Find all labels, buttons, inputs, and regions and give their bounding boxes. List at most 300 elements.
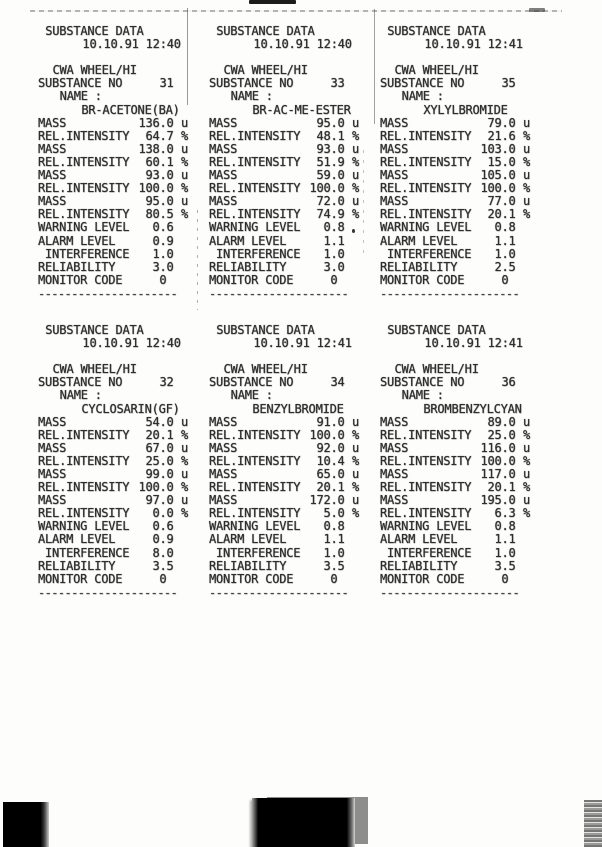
warning-level-value: 0.6 — [152, 519, 174, 534]
mass-unit: u — [522, 141, 530, 156]
mass-value: 105.0 — [480, 168, 516, 183]
unit-spacer — [174, 376, 188, 389]
intensity-unit: % — [351, 128, 359, 143]
mass-unit: u — [180, 168, 188, 183]
alarm-level-label: ALARM LEVEL — [380, 532, 458, 547]
unit-spacer — [345, 547, 359, 560]
scan-artifact-strip-edge — [187, 8, 188, 105]
unit-spacer — [345, 533, 359, 546]
mass-value: 97.0 — [145, 493, 174, 508]
reliability-row — [38, 560, 188, 573]
intensity-unit: % — [180, 181, 188, 196]
mass-row — [38, 117, 188, 130]
scan-artifact-strip-edge — [363, 150, 364, 260]
scan-artifact-strip-edge — [197, 210, 198, 310]
warning-level-label: WARNING LEVEL — [380, 519, 472, 534]
interference-value: 1.0 — [323, 545, 345, 560]
unit-spacer — [174, 274, 188, 287]
record-datetime: 10.10.91 12:40 — [253, 37, 352, 52]
intensity-label: REL.INTENSITY — [209, 128, 301, 143]
unit-spacer — [516, 547, 530, 560]
substance-name: BR-ACETONE(BA) — [81, 102, 180, 117]
record-title: SUBSTANCE DATA — [387, 24, 486, 38]
mass-label: MASS — [380, 493, 409, 508]
intensity-value: 6.3 — [494, 506, 516, 521]
intensity-row — [209, 130, 359, 143]
scan-artifact-corner-mark — [529, 8, 545, 12]
mass-label: MASS — [209, 467, 238, 481]
mass-value: 72.0 — [316, 194, 345, 209]
mass-unit: u — [180, 440, 188, 455]
intensity-label: REL.INTENSITY — [38, 181, 130, 196]
intensity-unit: % — [522, 154, 530, 169]
substance-name: BR-AC-ME-ESTER — [252, 102, 351, 117]
unit-spacer — [516, 248, 530, 261]
mass-row — [38, 442, 188, 455]
unit-spacer — [174, 533, 188, 546]
monitor-code-value: 0 — [501, 272, 509, 287]
intensity-value: 20.1 — [487, 207, 516, 222]
intensity-label: REL.INTENSITY — [380, 427, 472, 442]
intensity-unit: % — [522, 181, 530, 196]
unit-spacer — [345, 560, 359, 573]
unit-spacer — [174, 573, 188, 586]
intensity-value: 15.0 — [487, 154, 516, 169]
intensity-unit: % — [180, 154, 188, 169]
intensity-label: REL.INTENSITY — [380, 128, 472, 143]
intensity-label: REL.INTENSITY — [209, 181, 301, 196]
unit-spacer — [345, 520, 359, 533]
intensity-unit: % — [180, 453, 188, 468]
mass-label: MASS — [38, 194, 67, 209]
mass-value: 172.0 — [309, 493, 345, 508]
name-label: NAME : — [230, 89, 273, 104]
mass-row — [380, 416, 530, 429]
substance-no-value: 33 — [330, 76, 345, 91]
intensity-value: 5.0 — [323, 506, 345, 521]
mass-label: MASS — [38, 168, 67, 183]
intensity-row — [38, 130, 188, 143]
monitor-code-label: MONITOR CODE — [209, 571, 294, 586]
intensity-unit: % — [351, 427, 359, 442]
mass-label: MASS — [380, 414, 409, 429]
mass-value: 138.0 — [138, 141, 174, 156]
record-title: SUBSTANCE DATA — [216, 322, 315, 337]
mass-label: MASS — [38, 414, 67, 429]
name-label: NAME : — [59, 89, 102, 104]
warning-level-label: WARNING LEVEL — [209, 519, 301, 534]
interference-row — [38, 547, 188, 560]
interference-value: 1.0 — [494, 545, 516, 560]
mass-unit: u — [522, 493, 530, 508]
record-datetime: 10.10.91 12:41 — [253, 336, 352, 351]
intensity-row — [380, 429, 530, 442]
alarm-level-row — [380, 533, 530, 546]
interference-label: INTERFERENCE — [380, 545, 472, 560]
intensity-label: REL.INTENSITY — [38, 154, 130, 169]
record-separator: --------------------- — [209, 286, 349, 301]
wheel-mode: CWA WHEEL/HI — [223, 362, 308, 377]
intensity-label: REL.INTENSITY — [209, 154, 301, 169]
reliability-row — [38, 261, 188, 274]
unit-spacer — [345, 235, 359, 248]
alarm-level-value: 0.9 — [152, 233, 174, 248]
substance-record — [209, 25, 359, 301]
unit-spacer — [516, 261, 530, 274]
mass-row — [209, 117, 359, 130]
intensity-value: 20.1 — [316, 480, 345, 495]
wheel-mode: CWA WHEEL/HI — [52, 63, 137, 78]
unit-spacer — [174, 235, 188, 248]
warning-level-value: 0.6 — [152, 220, 174, 235]
alarm-level-value: 1.1 — [494, 532, 516, 547]
unit-spacer — [345, 261, 359, 274]
interference-row — [380, 248, 530, 261]
interference-label: INTERFERENCE — [209, 545, 301, 560]
monitor-code-row — [209, 573, 359, 586]
intensity-unit: % — [522, 453, 530, 468]
intensity-unit: % — [351, 480, 359, 495]
mass-label: MASS — [209, 493, 238, 508]
monitor-code-label: MONITOR CODE — [38, 571, 123, 586]
wheel-mode: CWA WHEEL/HI — [223, 63, 308, 78]
record-datetime: 10.10.91 12:41 — [424, 336, 523, 351]
record-datetime: 10.10.91 12:40 — [82, 37, 181, 52]
intensity-value: 20.1 — [145, 427, 174, 442]
intensity-value: 0.0 — [152, 506, 174, 521]
substance-no-value: 35 — [501, 76, 516, 91]
interference-value: 1.0 — [152, 246, 174, 261]
interference-row — [38, 248, 188, 261]
unit-spacer — [174, 520, 188, 533]
record-datetime: 10.10.91 12:41 — [424, 37, 523, 52]
record-title: SUBSTANCE DATA — [216, 24, 315, 38]
mass-label: MASS — [38, 440, 67, 455]
mass-label: MASS — [380, 440, 409, 455]
alarm-level-row — [209, 235, 359, 248]
reliability-value: 3.5 — [152, 558, 174, 573]
intensity-label: REL.INTENSITY — [380, 181, 472, 196]
reliability-label: RELIABILITY — [38, 259, 116, 274]
substance-no-value: 36 — [501, 375, 516, 390]
scan-artifact-paper-edge — [30, 10, 562, 12]
intensity-label: REL.INTENSITY — [38, 427, 130, 442]
interference-row — [209, 248, 359, 261]
mass-value: 92.0 — [316, 440, 345, 455]
mass-label: MASS — [380, 467, 409, 481]
mass-unit: u — [522, 168, 530, 183]
monitor-code-label: MONITOR CODE — [209, 272, 294, 287]
record-separator: --------------------- — [209, 585, 349, 600]
reliability-value: 2.5 — [494, 259, 516, 274]
substance-no-label: SUBSTANCE NO — [209, 76, 294, 91]
alarm-level-label: ALARM LEVEL — [38, 532, 116, 547]
alarm-level-row — [209, 533, 359, 546]
warning-level-label: WARNING LEVEL — [380, 220, 472, 235]
intensity-value: 100.0 — [138, 480, 174, 495]
intensity-value: 100.0 — [309, 181, 345, 196]
mass-row — [38, 143, 188, 156]
intensity-label: REL.INTENSITY — [380, 207, 472, 222]
mass-value: 54.0 — [145, 414, 174, 429]
mass-value: 95.0 — [316, 115, 345, 130]
substance-no-label: SUBSTANCE NO — [38, 375, 123, 390]
warning-level-value: 0.8 — [494, 519, 516, 534]
substance-no-label: SUBSTANCE NO — [209, 375, 294, 390]
reliability-value: 3.0 — [323, 259, 345, 274]
intensity-value: 10.4 — [316, 453, 345, 468]
intensity-value: 100.0 — [480, 181, 516, 196]
warning-level-value: 0.8 — [494, 220, 516, 235]
intensity-label: REL.INTENSITY — [38, 506, 130, 521]
substance-name: BENZYLBROMIDE — [252, 401, 344, 416]
intensity-label: REL.INTENSITY — [380, 506, 472, 521]
mass-row — [380, 117, 530, 130]
mass-label: MASS — [38, 493, 67, 508]
intensity-unit: % — [522, 207, 530, 222]
mass-value: 95.0 — [145, 194, 174, 209]
intensity-row — [380, 130, 530, 143]
wheel-mode: CWA WHEEL/HI — [394, 63, 479, 78]
record-datetime: 10.10.91 12:40 — [82, 336, 181, 351]
unit-spacer — [516, 221, 530, 234]
mass-value: 91.0 — [316, 414, 345, 429]
intensity-unit: % — [180, 207, 188, 222]
alarm-level-value: 0.9 — [152, 532, 174, 547]
unit-spacer — [516, 560, 530, 573]
warning-level-value: 0.8 — [323, 519, 345, 534]
intensity-label: REL.INTENSITY — [38, 207, 130, 222]
unit-spacer — [516, 573, 530, 586]
monitor-code-value: 0 — [330, 571, 338, 586]
mass-label: MASS — [380, 141, 409, 156]
intensity-unit: % — [522, 480, 530, 495]
mass-value: 117.0 — [480, 467, 516, 481]
monitor-code-value: 0 — [159, 571, 167, 586]
reliability-label: RELIABILITY — [209, 259, 287, 274]
mass-unit: u — [351, 414, 359, 429]
intensity-value: 25.0 — [145, 453, 174, 468]
intensity-value: 80.5 — [145, 207, 174, 222]
intensity-label: REL.INTENSITY — [380, 453, 472, 468]
intensity-unit: % — [522, 128, 530, 143]
mass-value: 93.0 — [316, 141, 345, 156]
name-label: NAME : — [401, 388, 444, 403]
monitor-code-row — [380, 274, 530, 287]
unit-spacer — [345, 248, 359, 261]
record-separator: --------------------- — [38, 585, 178, 600]
intensity-label: REL.INTENSITY — [209, 506, 301, 521]
interference-value: 1.0 — [323, 246, 345, 261]
mass-label: MASS — [209, 440, 238, 455]
reliability-label: RELIABILITY — [380, 558, 458, 573]
monitor-code-label: MONITOR CODE — [380, 272, 465, 287]
mass-value: 195.0 — [480, 493, 516, 508]
mass-unit: u — [522, 414, 530, 429]
record-separator: --------------------- — [380, 585, 520, 600]
monitor-code-value: 0 — [501, 571, 509, 586]
scan-artifact-black-block-center — [252, 798, 355, 847]
reliability-label: RELIABILITY — [209, 558, 287, 573]
mass-value: 67.0 — [145, 440, 174, 455]
substance-record — [38, 324, 188, 600]
mass-value: 99.0 — [145, 467, 174, 481]
intensity-value: 48.1 — [316, 128, 345, 143]
interference-row — [380, 547, 530, 560]
alarm-level-row — [38, 235, 188, 248]
name-label: NAME : — [230, 388, 273, 403]
mass-unit: u — [522, 115, 530, 130]
reliability-row — [380, 261, 530, 274]
intensity-label: REL.INTENSITY — [380, 154, 472, 169]
interference-label: INTERFERENCE — [38, 545, 130, 560]
interference-label: INTERFERENCE — [38, 246, 130, 261]
record-title: SUBSTANCE DATA — [387, 322, 486, 337]
substance-no-label: SUBSTANCE NO — [380, 76, 465, 91]
reliability-label: RELIABILITY — [38, 558, 116, 573]
scan-artifact-dot — [352, 229, 355, 233]
mass-row — [380, 143, 530, 156]
unit-spacer — [174, 261, 188, 274]
warning-level-label: WARNING LEVEL — [38, 220, 130, 235]
alarm-level-label: ALARM LEVEL — [38, 233, 116, 248]
intensity-value: 64.7 — [145, 128, 174, 143]
substance-no-label: SUBSTANCE NO — [38, 76, 123, 91]
alarm-level-label: ALARM LEVEL — [209, 532, 287, 547]
scan-artifact-black-block-left — [3, 802, 49, 847]
intensity-value: 60.1 — [145, 154, 174, 169]
mass-value: 103.0 — [480, 141, 516, 156]
warning-level-row — [380, 221, 530, 234]
intensity-label: REL.INTENSITY — [38, 480, 130, 495]
mass-unit: u — [180, 194, 188, 209]
intensity-unit: % — [522, 427, 530, 442]
monitor-code-label: MONITOR CODE — [38, 272, 123, 287]
mass-unit: u — [522, 194, 530, 209]
mass-unit: u — [522, 440, 530, 455]
intensity-label: REL.INTENSITY — [209, 453, 301, 468]
mass-unit: u — [180, 141, 188, 156]
substance-name: BROMBENZYLCYAN — [423, 401, 522, 416]
unit-spacer — [516, 235, 530, 248]
unit-spacer — [174, 248, 188, 261]
mass-unit: u — [180, 115, 188, 130]
intensity-value: 74.9 — [316, 207, 345, 222]
intensity-unit: % — [180, 427, 188, 442]
name-label: NAME : — [59, 388, 102, 403]
intensity-unit: % — [351, 181, 359, 196]
monitor-code-label: MONITOR CODE — [380, 571, 465, 586]
unit-spacer — [174, 547, 188, 560]
mass-value: 79.0 — [487, 115, 516, 130]
warning-level-value: 0.8 — [323, 220, 345, 235]
alarm-level-value: 1.1 — [494, 233, 516, 248]
mass-label: MASS — [209, 194, 238, 209]
monitor-code-row — [38, 274, 188, 287]
mass-unit: u — [180, 493, 188, 508]
reliability-row — [380, 560, 530, 573]
mass-value: 136.0 — [138, 115, 174, 130]
alarm-level-value: 1.1 — [323, 233, 345, 248]
mass-unit: u — [522, 467, 530, 481]
unit-spacer — [516, 533, 530, 546]
substance-no-label: SUBSTANCE NO — [380, 375, 465, 390]
interference-value: 8.0 — [152, 545, 174, 560]
intensity-value: 25.0 — [487, 427, 516, 442]
intensity-unit: % — [351, 154, 359, 169]
mass-row — [38, 416, 188, 429]
unit-spacer — [345, 77, 359, 90]
substance-no-value: 34 — [330, 375, 345, 390]
intensity-unit: % — [180, 128, 188, 143]
mass-value: 59.0 — [316, 168, 345, 183]
substance-name: CYCLOSARIN(GF) — [81, 401, 180, 416]
mass-row — [209, 416, 359, 429]
mass-unit: u — [351, 467, 359, 481]
record-separator: --------------------- — [38, 286, 178, 301]
alarm-level-label: ALARM LEVEL — [380, 233, 458, 248]
reliability-value: 3.5 — [494, 558, 516, 573]
mass-label: MASS — [209, 141, 238, 156]
unit-spacer — [516, 274, 530, 287]
intensity-unit: % — [351, 207, 359, 222]
mass-label: MASS — [380, 194, 409, 209]
substance-no-value: 31 — [159, 76, 174, 91]
unit-spacer — [345, 274, 359, 287]
mass-label: MASS — [209, 115, 238, 130]
substance-record — [38, 25, 188, 301]
intensity-unit: % — [522, 506, 530, 521]
reliability-row — [209, 560, 359, 573]
substance-record — [380, 25, 530, 301]
intensity-value: 21.6 — [487, 128, 516, 143]
mass-unit: u — [351, 194, 359, 209]
intensity-label: REL.INTENSITY — [38, 128, 130, 143]
mass-label: MASS — [38, 115, 67, 130]
monitor-code-value: 0 — [330, 272, 338, 287]
mass-unit: u — [351, 440, 359, 455]
unit-spacer — [516, 77, 530, 90]
monitor-code-row — [38, 573, 188, 586]
substance-record — [380, 324, 530, 600]
mass-value: 93.0 — [145, 168, 174, 183]
interference-row — [209, 547, 359, 560]
intensity-label: REL.INTENSITY — [209, 427, 301, 442]
mass-unit: u — [180, 467, 188, 481]
mass-unit: u — [351, 141, 359, 156]
intensity-row — [209, 429, 359, 442]
intensity-label: REL.INTENSITY — [209, 480, 301, 495]
substance-no-value: 32 — [159, 375, 174, 390]
monitor-code-value: 0 — [159, 272, 167, 287]
record-title: SUBSTANCE DATA — [45, 322, 144, 337]
scan-artifact-top-bar — [249, 0, 296, 4]
warning-level-row — [38, 221, 188, 234]
record-separator: --------------------- — [380, 286, 520, 301]
alarm-level-value: 1.1 — [323, 532, 345, 547]
mass-label: MASS — [209, 168, 238, 183]
mass-row — [380, 442, 530, 455]
unit-spacer — [516, 376, 530, 389]
mass-unit: u — [351, 115, 359, 130]
substance-name: XYLYLBROMIDE — [423, 102, 508, 117]
monitor-code-row — [209, 274, 359, 287]
intensity-value: 100.0 — [138, 181, 174, 196]
record-title: SUBSTANCE DATA — [45, 24, 144, 38]
intensity-unit: % — [180, 480, 188, 495]
alarm-level-row — [38, 533, 188, 546]
mass-value: 65.0 — [316, 467, 345, 481]
